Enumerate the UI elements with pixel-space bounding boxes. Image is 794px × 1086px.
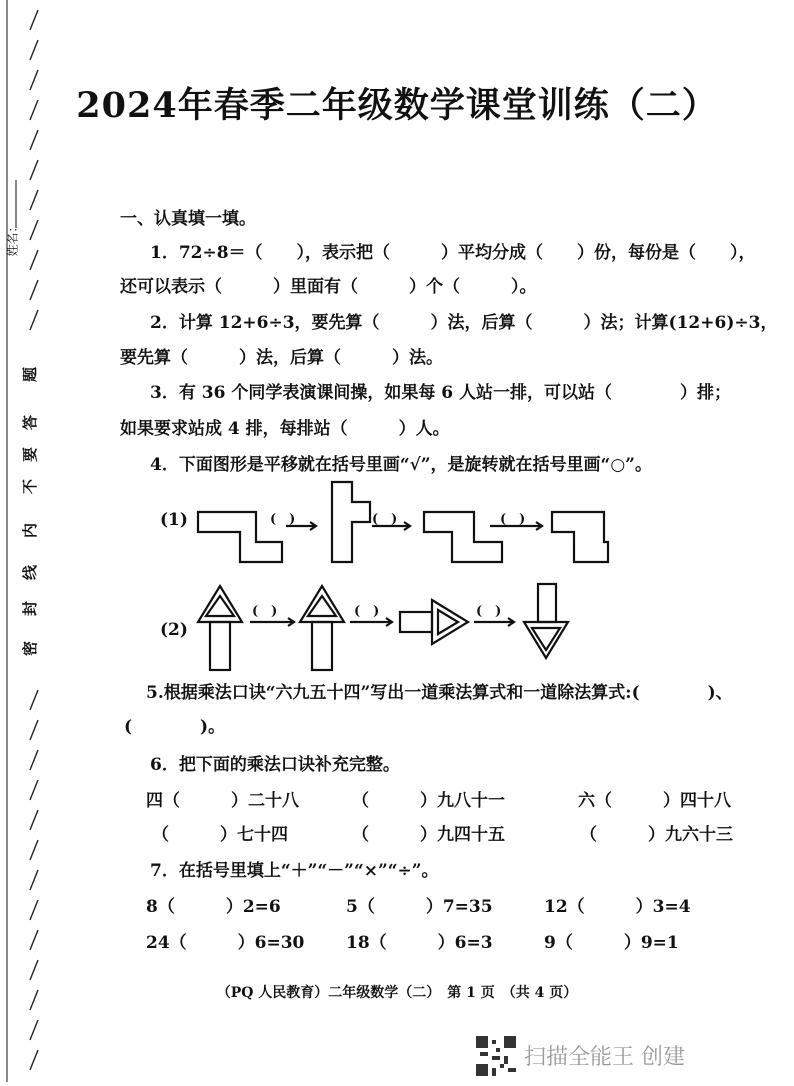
q4-row1-blank-2: ( ) bbox=[372, 512, 398, 527]
z-shape-2 bbox=[332, 482, 370, 562]
binding-slashes bbox=[0, 0, 44, 1082]
q4-row2-blank-1: ( ) bbox=[252, 604, 278, 619]
q7-row2-item3: 9（ ）9=1 bbox=[544, 933, 679, 953]
page-title: 2024年春季二年级数学课堂训练（二） bbox=[76, 85, 718, 126]
side-char-8: 密 bbox=[21, 640, 40, 657]
q3-line2: 如果要求站成 4 排，每排站（ ）人。 bbox=[120, 419, 450, 439]
page-footer: （PQ 人民教育）二年级数学（二） 第 1 页 （共 4 页） bbox=[216, 985, 578, 1001]
down-arrow-shaft bbox=[538, 584, 556, 622]
q7-row2-item2: 18（ ）6=3 bbox=[346, 933, 493, 953]
q7-text: 7．在括号里填上“＋”“－”“×”“÷”。 bbox=[150, 861, 439, 881]
q3-line1: 3．有 36 个同学表演课间操，如果每 6 人站一排，可以站（ ）排； bbox=[150, 383, 731, 403]
scanner-watermark: 扫描全能王 创建 bbox=[524, 1045, 685, 1070]
side-char-2: 答 bbox=[21, 414, 40, 431]
q6-text: 6．把下面的乘法口诀补充完整。 bbox=[150, 755, 400, 775]
q6-row2-item3: （ ）九六十三 bbox=[580, 825, 733, 845]
q4-row1-blank-3: ( ) bbox=[500, 512, 526, 527]
binding-margin bbox=[0, 0, 44, 1082]
side-char-4: 不 bbox=[21, 478, 40, 495]
q4-text: 4．下面图形是平移就在括号里画“√”，是旋转就在括号里画“○”。 bbox=[150, 455, 652, 475]
q1-line2: 还可以表示（ ）里面有（ ）个（ ）。 bbox=[120, 277, 537, 297]
side-char-1: 题 bbox=[21, 366, 40, 383]
qr-code-icon bbox=[476, 1036, 516, 1076]
right-arrow-shaft bbox=[400, 612, 432, 632]
section-heading: 一、认真填一填。 bbox=[120, 209, 256, 229]
q4-row2-blank-2: ( ) bbox=[354, 604, 380, 619]
side-char-7: 封 bbox=[21, 600, 40, 617]
z-shape-4 bbox=[552, 512, 608, 562]
q2-line1: 2．计算 12+6÷3，要先算（ ）法，后算（ ）法；计算(12+6)÷3， bbox=[150, 313, 778, 333]
q4-row1-figures bbox=[190, 478, 610, 570]
q7-row1-item2: 5（ ）7=35 bbox=[346, 897, 493, 917]
q6-row2-item1: （ ）七十四 bbox=[152, 825, 288, 845]
q6-row1-item3: 六（ ）四十八 bbox=[578, 791, 731, 811]
q5-line2: ( )。 bbox=[124, 717, 226, 737]
q4-row2-blank-3: ( ) bbox=[476, 604, 502, 619]
q6-row1-item2: （ ）九八十一 bbox=[352, 791, 505, 811]
q4-row2-figures bbox=[196, 582, 576, 674]
q7-row1-item1: 8（ ）2=6 bbox=[146, 897, 281, 917]
q7-row1-item3: 12（ ）3=4 bbox=[544, 897, 691, 917]
side-char-3: 要 bbox=[21, 446, 40, 463]
q4-row1-blank-1: ( ) bbox=[270, 512, 296, 527]
q7-row2-item1: 24（ ）6=30 bbox=[146, 933, 305, 953]
q6-row2-item2: （ ）九四十五 bbox=[352, 825, 505, 845]
side-char-6: 线 bbox=[21, 564, 40, 581]
q6-row1-item1: 四（ ）二十八 bbox=[146, 791, 299, 811]
q4-row1-label: (1) bbox=[160, 510, 188, 530]
z-shape-3 bbox=[424, 512, 502, 562]
q5-line1: 5.根据乘法口诀“六九五十四”写出一道乘法算式和一道除法算式:( )、 bbox=[146, 683, 733, 703]
q4-row2-label: (2) bbox=[160, 620, 188, 640]
side-char-5: 内 bbox=[21, 522, 40, 539]
q2-line2: 要先算（ ）法，后算（ ）法。 bbox=[120, 348, 443, 368]
name-label-fragment: 姓名： bbox=[5, 220, 20, 257]
q1-line1: 1．72÷8＝（ ），表示把（ ）平均分成（ ）份，每份是（ ）， bbox=[150, 243, 756, 263]
